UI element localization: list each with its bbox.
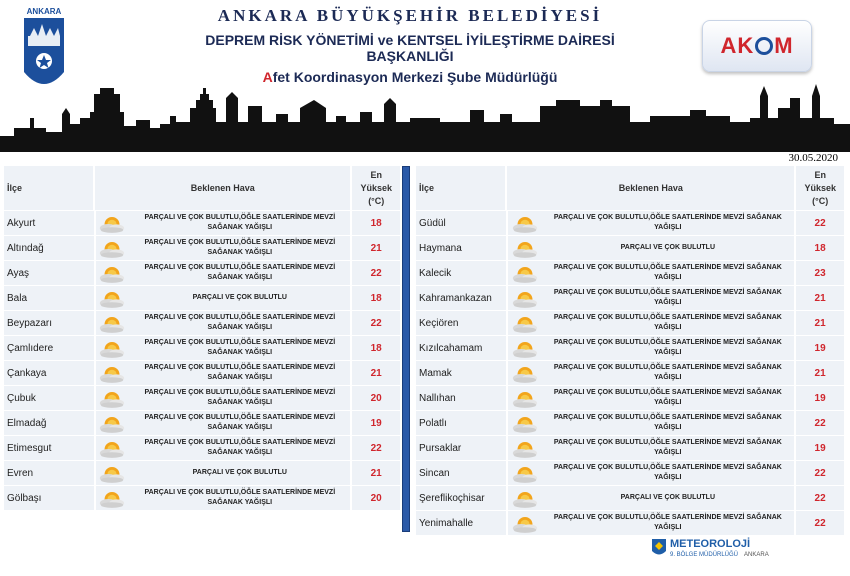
header-titles — [160, 6, 660, 85]
forecast-text: PARÇALI VE ÇOK BULUTLU,ÖĞLE SAATLERİNDE MEVZİ SAĞANAK YAĞIŞLI — [541, 311, 794, 335]
max-temperature: 18 — [352, 336, 400, 360]
header-max-temp: En Yüksek (°C) — [796, 166, 844, 210]
max-temperature: 21 — [352, 236, 400, 260]
district-name: Akyurt — [4, 211, 94, 235]
max-temperature: 18 — [796, 236, 844, 260]
max-temperature: 18 — [352, 211, 400, 235]
district-name: Güdül — [416, 211, 506, 235]
district-name: Polatlı — [416, 411, 506, 435]
header-district: İlçe — [416, 166, 505, 210]
forecast-text: PARÇALI VE ÇOK BULUTLU — [541, 486, 794, 510]
forecast-text: PARÇALI VE ÇOK BULUTLU,ÖĞLE SAATLERİNDE MEVZİ SAĞANAK YAĞIŞLI — [541, 361, 794, 385]
max-temperature: 20 — [352, 486, 400, 510]
max-temperature: 22 — [796, 486, 844, 510]
table-row — [4, 336, 400, 360]
title-branch-initial: A — [262, 69, 273, 85]
forecast-text: PARÇALI VE ÇOK BULUTLU,ÖĞLE SAATLERİNDE MEVZİ SAĞANAK YAĞIŞLI — [541, 511, 794, 535]
max-temperature: 21 — [796, 311, 844, 335]
max-temperature: 22 — [796, 211, 844, 235]
table-row — [4, 486, 400, 510]
forecast-text: PARÇALI VE ÇOK BULUTLU,ÖĞLE SAATLERİNDE MEVZİ SAĞANAK YAĞIŞLI — [129, 386, 350, 410]
max-temperature: 21 — [796, 361, 844, 385]
partly-cloudy-icon — [508, 511, 542, 535]
akom-o-icon — [755, 37, 773, 55]
district-name: Kızılcahamam — [416, 336, 506, 360]
district-name: Sincan — [416, 461, 506, 485]
max-temperature: 18 — [352, 286, 400, 310]
partly-cloudy-icon — [96, 461, 130, 485]
table-row — [4, 286, 400, 310]
district-name: Mamak — [416, 361, 506, 385]
max-temperature: 22 — [796, 461, 844, 485]
table-row — [416, 336, 844, 360]
table-row — [416, 461, 844, 485]
logo-text: ANKARA — [26, 7, 62, 16]
report-date: 30.05.2020 — [788, 152, 838, 164]
ankara-skyline — [0, 78, 850, 152]
partly-cloudy-icon — [96, 486, 130, 510]
table-row — [4, 361, 400, 385]
partly-cloudy-icon — [96, 436, 130, 460]
meteoroloji-brand: METEOROLOJİ — [670, 538, 751, 550]
forecast-text: PARÇALI VE ÇOK BULUTLU,ÖĞLE SAATLERİNDE MEVZİ SAĞANAK YAĞIŞLI — [541, 411, 794, 435]
partly-cloudy-icon — [96, 286, 130, 310]
partly-cloudy-icon — [508, 461, 542, 485]
forecast-text: PARÇALI VE ÇOK BULUTLU,ÖĞLE SAATLERİNDE MEVZİ SAĞANAK YAĞIŞLI — [129, 311, 350, 335]
forecast-text: PARÇALI VE ÇOK BULUTLU,ÖĞLE SAATLERİNDE MEVZİ SAĞANAK YAĞIŞLI — [129, 261, 350, 285]
max-temperature: 19 — [796, 436, 844, 460]
district-name: Çubuk — [4, 386, 94, 410]
table-row — [416, 286, 844, 310]
forecast-text: PARÇALI VE ÇOK BULUTLU — [541, 236, 794, 260]
meteoroloji-logo — [651, 538, 769, 558]
district-name: Şereflikoçhisar — [416, 486, 506, 510]
district-name: Yenimahalle — [416, 511, 506, 535]
partly-cloudy-icon — [508, 436, 542, 460]
table-row — [416, 211, 844, 235]
district-name: Keçiören — [416, 311, 506, 335]
forecast-text: PARÇALI VE ÇOK BULUTLU,ÖĞLE SAATLERİNDE MEVZİ SAĞANAK YAĞIŞLI — [129, 411, 350, 435]
partly-cloudy-icon — [508, 236, 542, 260]
partly-cloudy-icon — [508, 311, 542, 335]
forecast-text: PARÇALI VE ÇOK BULUTLU,ÖĞLE SAATLERİNDE MEVZİ SAĞANAK YAĞIŞLI — [541, 336, 794, 360]
max-temperature: 21 — [352, 461, 400, 485]
table-row — [4, 211, 400, 235]
district-name: Beypazarı — [4, 311, 94, 335]
district-name: Çamlıdere — [4, 336, 94, 360]
max-temperature: 22 — [796, 511, 844, 535]
forecast-text: PARÇALI VE ÇOK BULUTLU,ÖĞLE SAATLERİNDE MEVZİ SAĞANAK YAĞIŞLI — [541, 211, 794, 235]
akom-logo — [702, 20, 812, 72]
header-forecast: Beklenen Hava — [507, 166, 794, 210]
header-forecast: Beklenen Hava — [95, 166, 350, 210]
table-row — [4, 411, 400, 435]
partly-cloudy-icon — [508, 386, 542, 410]
district-name: Bala — [4, 286, 94, 310]
forecast-text: PARÇALI VE ÇOK BULUTLU,ÖĞLE SAATLERİNDE MEVZİ SAĞANAK YAĞIŞLI — [541, 386, 794, 410]
forecast-text: PARÇALI VE ÇOK BULUTLU,ÖĞLE SAATLERİNDE MEVZİ SAĞANAK YAĞIŞLI — [541, 286, 794, 310]
forecast-text: PARÇALI VE ÇOK BULUTLU,ÖĞLE SAATLERİNDE MEVZİ SAĞANAK YAĞIŞLI — [129, 486, 350, 510]
partly-cloudy-icon — [508, 211, 542, 235]
table-header — [4, 166, 400, 210]
max-temperature: 22 — [352, 261, 400, 285]
table-row — [416, 311, 844, 335]
title-municipality: ANKARA BÜYÜKŞEHİR BELEDİYESİ — [217, 6, 603, 25]
header-max-temp: En Yüksek (°C) — [352, 166, 400, 210]
table-row — [416, 386, 844, 410]
max-temperature: 19 — [796, 336, 844, 360]
forecast-text: PARÇALI VE ÇOK BULUTLU,ÖĞLE SAATLERİNDE MEVZİ SAĞANAK YAĞIŞLI — [129, 361, 350, 385]
max-temperature: 22 — [796, 411, 844, 435]
district-name: Çankaya — [4, 361, 94, 385]
partly-cloudy-icon — [508, 286, 542, 310]
max-temperature: 20 — [352, 386, 400, 410]
partly-cloudy-icon — [508, 336, 542, 360]
meteoroloji-badge-icon — [651, 538, 667, 558]
header-district: İlçe — [4, 166, 93, 210]
table-row — [4, 261, 400, 285]
partly-cloudy-icon — [508, 261, 542, 285]
partly-cloudy-icon — [508, 361, 542, 385]
table-row — [416, 511, 844, 535]
partly-cloudy-icon — [96, 236, 130, 260]
district-name: Gölbaşı — [4, 486, 94, 510]
max-temperature: 23 — [796, 261, 844, 285]
table-row — [4, 461, 400, 485]
akom-right: M — [774, 33, 794, 58]
max-temperature: 22 — [352, 436, 400, 460]
table-row — [4, 436, 400, 460]
table-row — [416, 261, 844, 285]
table-row — [416, 236, 844, 260]
forecast-text: PARÇALI VE ÇOK BULUTLU,ÖĞLE SAATLERİNDE MEVZİ SAĞANAK YAĞIŞLI — [129, 211, 350, 235]
forecast-text: PARÇALI VE ÇOK BULUTLU,ÖĞLE SAATLERİNDE MEVZİ SAĞANAK YAĞIŞLI — [541, 261, 794, 285]
partly-cloudy-icon — [508, 486, 542, 510]
partly-cloudy-icon — [96, 336, 130, 360]
forecast-text: PARÇALI VE ÇOK BULUTLU — [129, 461, 350, 485]
partly-cloudy-icon — [96, 311, 130, 335]
district-name: Evren — [4, 461, 94, 485]
partly-cloudy-icon — [96, 386, 130, 410]
table-row — [4, 311, 400, 335]
table-row — [416, 486, 844, 510]
table-row — [416, 361, 844, 385]
district-name: Ayaş — [4, 261, 94, 285]
partly-cloudy-icon — [96, 261, 130, 285]
table-header — [416, 166, 844, 210]
table-row — [4, 386, 400, 410]
max-temperature: 21 — [352, 361, 400, 385]
max-temperature: 21 — [796, 286, 844, 310]
forecast-text: PARÇALI VE ÇOK BULUTLU,ÖĞLE SAATLERİNDE MEVZİ SAĞANAK YAĞIŞLI — [541, 461, 794, 485]
district-name: Pursaklar — [416, 436, 506, 460]
district-name: Nallıhan — [416, 386, 506, 410]
forecast-text: PARÇALI VE ÇOK BULUTLU,ÖĞLE SAATLERİNDE MEVZİ SAĞANAK YAĞIŞLI — [129, 436, 350, 460]
district-name: Haymana — [416, 236, 506, 260]
partly-cloudy-icon — [96, 361, 130, 385]
forecast-text: PARÇALI VE ÇOK BULUTLU — [129, 286, 350, 310]
partly-cloudy-icon — [508, 411, 542, 435]
forecast-text: PARÇALI VE ÇOK BULUTLU,ÖĞLE SAATLERİNDE MEVZİ SAĞANAK YAĞIŞLI — [129, 236, 350, 260]
district-name: Altındağ — [4, 236, 94, 260]
table-row — [4, 236, 400, 260]
table-divider — [402, 166, 410, 532]
table-row — [416, 436, 844, 460]
partly-cloudy-icon — [96, 411, 130, 435]
title-department: DEPREM RİSK YÖNETİMİ ve KENTSEL İYİLEŞTİRME DAİRESİ BAŞKANLIĞI — [205, 32, 615, 64]
district-name: Elmadağ — [4, 411, 94, 435]
district-name: Etimesgut — [4, 436, 94, 460]
title-branch-rest: fet Koordinasyon Merkezi Şube Müdürlüğü — [272, 69, 558, 85]
meteoroloji-region: 9. BÖLGE MÜDÜRLÜĞÜ ANKARA — [670, 552, 769, 558]
forecast-table-left — [4, 166, 400, 510]
partly-cloudy-icon — [96, 211, 130, 235]
max-temperature: 19 — [352, 411, 400, 435]
table-row — [416, 411, 844, 435]
forecast-text: PARÇALI VE ÇOK BULUTLU,ÖĞLE SAATLERİNDE MEVZİ SAĞANAK YAĞIŞLI — [129, 336, 350, 360]
district-name: Kahramankazan — [416, 286, 506, 310]
max-temperature: 22 — [352, 311, 400, 335]
max-temperature: 19 — [796, 386, 844, 410]
akom-left: AK — [720, 33, 755, 58]
district-name: Kalecik — [416, 261, 506, 285]
forecast-text: PARÇALI VE ÇOK BULUTLU,ÖĞLE SAATLERİNDE MEVZİ SAĞANAK YAĞIŞLI — [541, 436, 794, 460]
forecast-table-right — [416, 166, 844, 535]
